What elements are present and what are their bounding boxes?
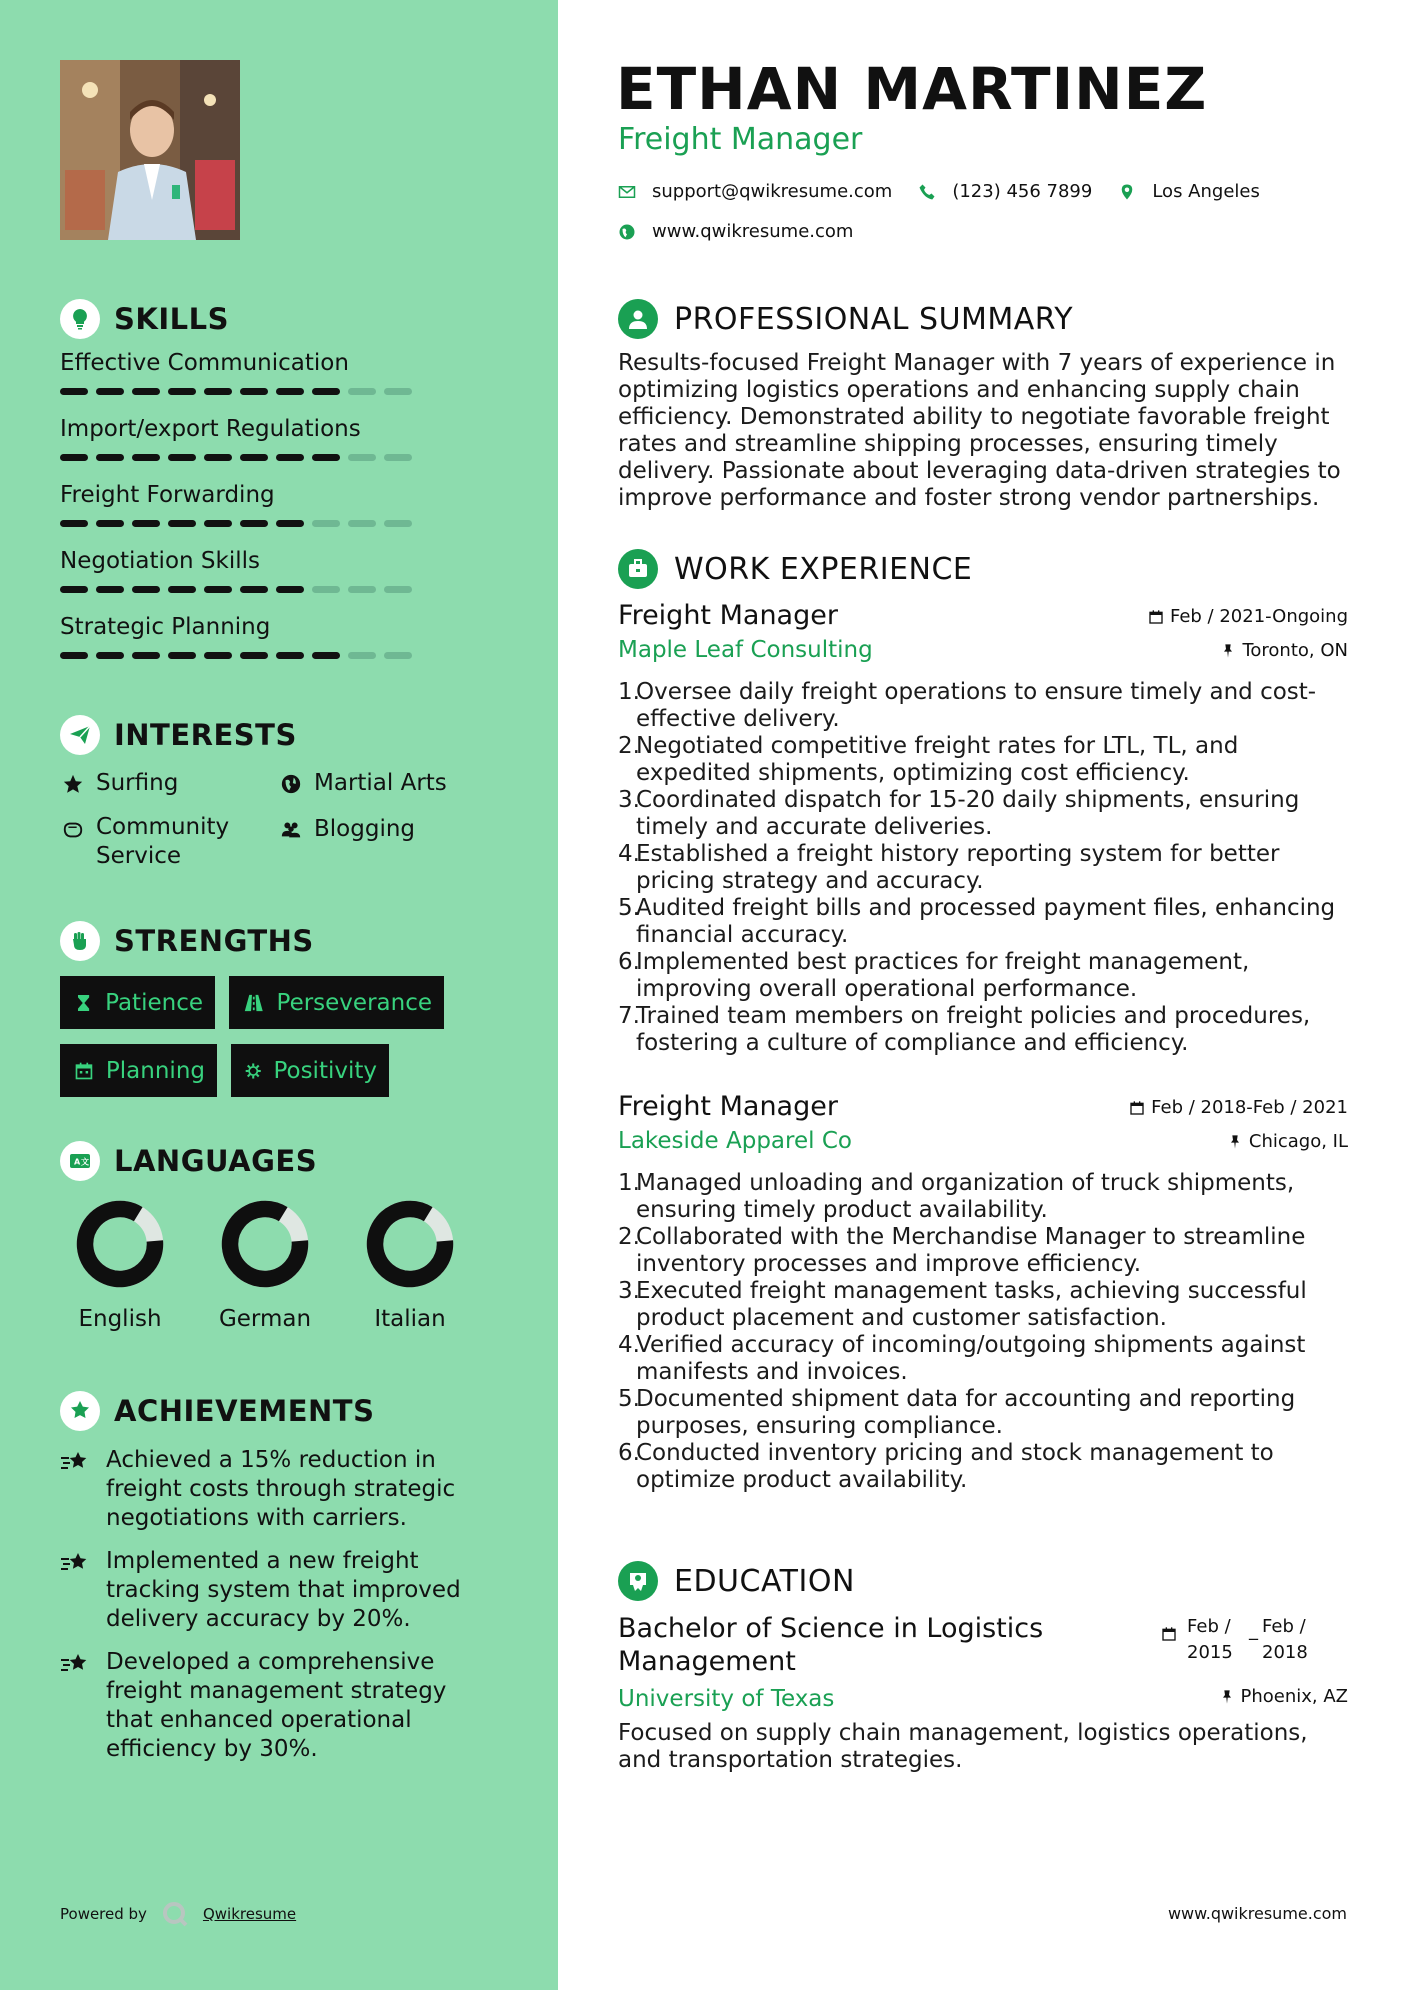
main-content [558,0,1407,1990]
interests-section [60,714,500,890]
skill-item [60,474,500,540]
interest-item [278,816,415,842]
skill-item [60,408,500,474]
skill-dash-empty [384,520,412,527]
skill-dash-filled [240,454,268,461]
job-bullet: 5. Documented shipment data for accounting and reporting purposes, ensuring compliance. [618,1386,1296,1439]
powered-by-label: Powered by [60,1905,147,1923]
website-row [618,221,853,242]
skill-dash-filled [60,652,88,659]
skill-dash-filled [96,388,124,395]
skill-dash-empty [384,454,412,461]
pushpin-icon [1220,643,1236,659]
strength-tag [60,1044,217,1097]
hourglass-icon [74,992,93,1014]
skill-dash-empty [348,388,376,395]
qwikresume-logo-icon [161,1900,189,1928]
job-location-text: Toronto, ON [1242,640,1348,661]
paper-plane-icon [60,715,100,755]
skill-dash-empty [348,454,376,461]
language-item [60,1198,180,1332]
calendar-icon [1129,1100,1145,1116]
achievement-item [60,1648,500,1764]
job-bullet: 3. Executed freight management tasks, achieving successful product placement and customer satisfaction. [618,1278,1307,1331]
calendar-icon [1148,609,1164,625]
job-bullet: 1. Oversee daily freight operations to ensure timely and cost-effective delivery. [618,679,1317,732]
strength-tag [229,976,444,1029]
skill-level-bar [60,520,500,528]
strength-label: Patience [105,989,203,1016]
fist-icon [60,921,100,961]
job-entry [618,600,1348,1057]
skill-dash-filled [168,454,196,461]
svg-text:A: A [74,1157,81,1167]
strength-tag [231,1044,389,1097]
skill-dash-empty [312,586,340,593]
map-pin-icon [1118,183,1136,201]
job-bullet: 2. Negotiated competitive freight rates for LTL, TL, and expedited shipments, optimizing cost efficiency. [618,733,1239,786]
achievements-title: ACHIEVEMENTS [114,1394,375,1428]
language-label: German [218,1306,312,1332]
job-bullet: 3. Coordinated dispatch for 15-20 daily shipments, ensuring timely and accurate deliveries. [618,787,1300,840]
job-bullets [618,679,1348,1057]
education-end-year: 2018 [1262,1642,1308,1663]
job-title: Freight Manager [618,600,838,631]
education-start-year: 2015 [1187,1642,1233,1663]
skill-item [60,540,500,606]
skill-dash-filled [132,388,160,395]
skill-name: Freight Forwarding [60,482,275,508]
language-proficiency-donut [74,1198,166,1290]
skill-dash-filled [240,652,268,659]
education-section [618,1560,1348,1774]
achievement-item [60,1446,500,1533]
users-icon [278,816,304,841]
skill-dash-filled [168,652,196,659]
summary-text: Results-focused Freight Manager with 7 years of experience in optimizing logistics operations and enhancing supply chain efficiency. Demonstrated ability to negotiate favorable freight rates and streamline shipping processes, ensuring timely delivery. Passionate about leveraging data-driven strategies to improve performance and foster strong vendor partnerships. [618,350,1341,511]
globe-icon [618,223,636,241]
skill-dash-filled [96,520,124,527]
language-proficiency-donut [219,1198,311,1290]
job-bullet: 1. Managed unloading and organization of truck shipments, ensuring timely product availability. [618,1170,1295,1223]
skill-dash-filled [60,520,88,527]
education-school: University of Texas [618,1686,835,1712]
skill-dash-filled [276,652,304,659]
skill-name: Negotiation Skills [60,548,260,574]
languages-title: LANGUAGES [114,1144,318,1178]
skill-dash-filled [204,652,232,659]
skill-dash-filled [240,388,268,395]
star-icon [60,770,86,795]
briefcase-icon [618,549,658,589]
skill-dash-filled [312,388,340,395]
experience-section [618,548,1348,1494]
skill-name: Effective Communication [60,350,349,376]
pushpin-icon [1219,1689,1235,1705]
skill-level-bar [60,388,500,396]
language-proficiency-donut [364,1198,456,1290]
graduation-icon [618,1561,658,1601]
skill-dash-filled [60,586,88,593]
skill-dash-filled [240,586,268,593]
job-title: Freight Manager [618,1091,838,1122]
job-bullet: 2. Collaborated with the Merchandise Manager to streamline inventory processes and improve efficiency. [618,1224,1306,1277]
email-link[interactable]: support@qwikresume.com [652,181,893,202]
skill-dash-filled [96,454,124,461]
skill-name: Strategic Planning [60,614,271,640]
skill-level-bar [60,586,500,594]
interest-label: Martial Arts [314,770,447,796]
calendar-icon [74,1060,94,1082]
skill-dash-filled [96,586,124,593]
interests-title: INTERESTS [114,718,297,752]
job-date [1148,606,1348,627]
job-location-text: Chicago, IL [1248,1131,1348,1152]
skill-level-bar [60,652,500,660]
skill-dash-filled [276,454,304,461]
skill-dash-filled [168,388,196,395]
skill-dash-filled [312,454,340,461]
skill-dash-filled [276,388,304,395]
skill-dash-empty [312,520,340,527]
interest-item [60,770,178,796]
skill-dash-filled [204,586,232,593]
skill-dash-filled [132,520,160,527]
profile-photo-image [60,60,240,240]
job-bullets [618,1170,1348,1494]
shooting-star-icon [60,1648,94,1681]
job-date-text: Feb / 2018-Feb / 2021 [1151,1097,1348,1118]
job-company: Lakeside Apparel Co [618,1128,852,1154]
achievements-section [60,1390,500,1778]
date-separator: _ [1249,1620,1258,1641]
skill-dash-empty [384,586,412,593]
shooting-star-icon [60,1547,94,1580]
pushpin-icon [1227,1134,1243,1150]
skill-dash-empty [348,586,376,593]
education-start [1187,1614,1245,1666]
skill-dash-filled [60,454,88,461]
skill-dash-filled [132,586,160,593]
language-icon [60,1141,100,1181]
hand-icon [60,816,86,841]
phone-number[interactable]: (123) 456 7899 [952,181,1093,202]
skill-dash-filled [204,520,232,527]
job-company: Maple Leaf Consulting [618,637,873,663]
achievement-text: Implemented a new freight tracking system that improved delivery accuracy by 20%. [106,1548,461,1632]
job-location [1227,1131,1348,1152]
interest-item [60,816,246,871]
language-item [205,1198,325,1332]
education-end [1262,1614,1318,1666]
skill-dash-filled [96,652,124,659]
experience-title: WORK EXPERIENCE [674,551,973,587]
skill-dash-filled [132,454,160,461]
calendar-icon [1161,1626,1177,1642]
powered-by [60,1900,296,1928]
contact-row [618,181,1260,202]
job-bullet: 5. Audited freight bills and processed payment files, enhancing financial accuracy. [618,895,1336,948]
user-icon [618,299,658,339]
language-label: Italian [374,1306,446,1332]
education-description: Focused on supply chain management, logistics operations, and transportation strategies. [618,1720,1308,1773]
strength-tag [60,976,215,1029]
skill-dash-filled [240,520,268,527]
achievement-text: Developed a comprehensive freight management strategy that enhanced operational efficiency by 30%. [106,1649,447,1762]
strengths-section [60,920,500,1106]
skill-dash-filled [276,586,304,593]
skill-item [60,342,500,408]
skill-dash-filled [204,454,232,461]
skill-name: Import/export Regulations [60,416,361,442]
education-start-month: Feb / [1187,1616,1231,1637]
footer-url[interactable]: www.qwikresume.com [1167,1904,1347,1923]
candidate-role: Freight Manager [618,122,863,157]
qwikresume-link[interactable]: Qwikresume [202,1905,297,1923]
education-location-text: Phoenix, AZ [1240,1686,1348,1707]
education-end-month: Feb / [1262,1616,1306,1637]
job-bullet: 4. Verified accuracy of incoming/outgoing shipments against manifests and invoices. [618,1332,1306,1385]
skill-dash-filled [60,388,88,395]
summary-title: PROFESSIONAL SUMMARY [674,301,1074,337]
email-icon [618,183,636,201]
skills-title: SKILLS [114,302,229,336]
skill-level-bar [60,454,500,462]
education-entry [618,1612,1348,1774]
job-bullet: 7. Trained team members on freight policies and procedures, fostering a culture of compliance and efficiency. [618,1003,1311,1056]
skill-item [60,606,500,672]
lightbulb-icon [60,299,100,339]
road-icon [243,992,265,1014]
skill-dash-empty [384,388,412,395]
interest-label: Community Service [96,814,230,869]
job-location [1220,640,1348,661]
education-dates [1161,1614,1318,1666]
skill-dash-empty [384,652,412,659]
shooting-star-icon [60,1446,94,1479]
job-bullet: 6. Implemented best practices for freight management, improving overall operational performance. [618,949,1250,1002]
candidate-name: ETHAN MARTINEZ [616,55,1208,123]
location-text: Los Angeles [1152,181,1260,202]
summary-section [618,298,1348,512]
skills-section [60,298,500,672]
skill-dash-filled [204,388,232,395]
skill-dash-filled [276,520,304,527]
achievement-item [60,1547,500,1634]
skill-dash-empty [348,652,376,659]
phone-icon [918,183,936,201]
language-label: English [78,1306,162,1332]
sidebar [0,0,558,1990]
interest-label: Surfing [96,770,179,796]
award-icon [60,1391,100,1431]
strength-label: Perseverance [276,989,432,1016]
strength-label: Positivity [273,1057,377,1084]
skill-dash-filled [312,652,340,659]
svg-text:文: 文 [81,1157,89,1167]
strength-label: Planning [105,1057,205,1084]
job-bullet: 6. Conducted inventory pricing and stock management to optimize product availability. [618,1440,1274,1493]
language-item [350,1198,470,1332]
achievement-text: Achieved a 15% reduction in freight costs through strategic negotiations with carriers. [106,1447,456,1531]
job-bullet: 4. Established a freight history reporting system for better pricing strategy and accuracy. [618,841,1280,894]
job-entry [618,1091,1348,1494]
education-degree: Bachelor of Science in Logistics Management [618,1613,1044,1677]
skill-dash-empty [348,520,376,527]
skill-dash-filled [132,652,160,659]
education-location [1219,1686,1349,1707]
strengths-title: STRENGTHS [114,924,314,958]
education-title: EDUCATION [674,1563,855,1599]
gear-icon [245,1060,261,1082]
skill-dash-filled [168,520,196,527]
interest-label: Blogging [314,816,416,842]
profile-photo [60,60,240,240]
interest-item [278,770,447,796]
languages-section [60,1140,500,1338]
job-date-text: Feb / 2021-Ongoing [1169,606,1348,627]
skill-dash-filled [168,586,196,593]
job-date [1129,1097,1348,1118]
globe-icon [278,770,304,795]
website-link[interactable]: www.qwikresume.com [652,221,854,242]
